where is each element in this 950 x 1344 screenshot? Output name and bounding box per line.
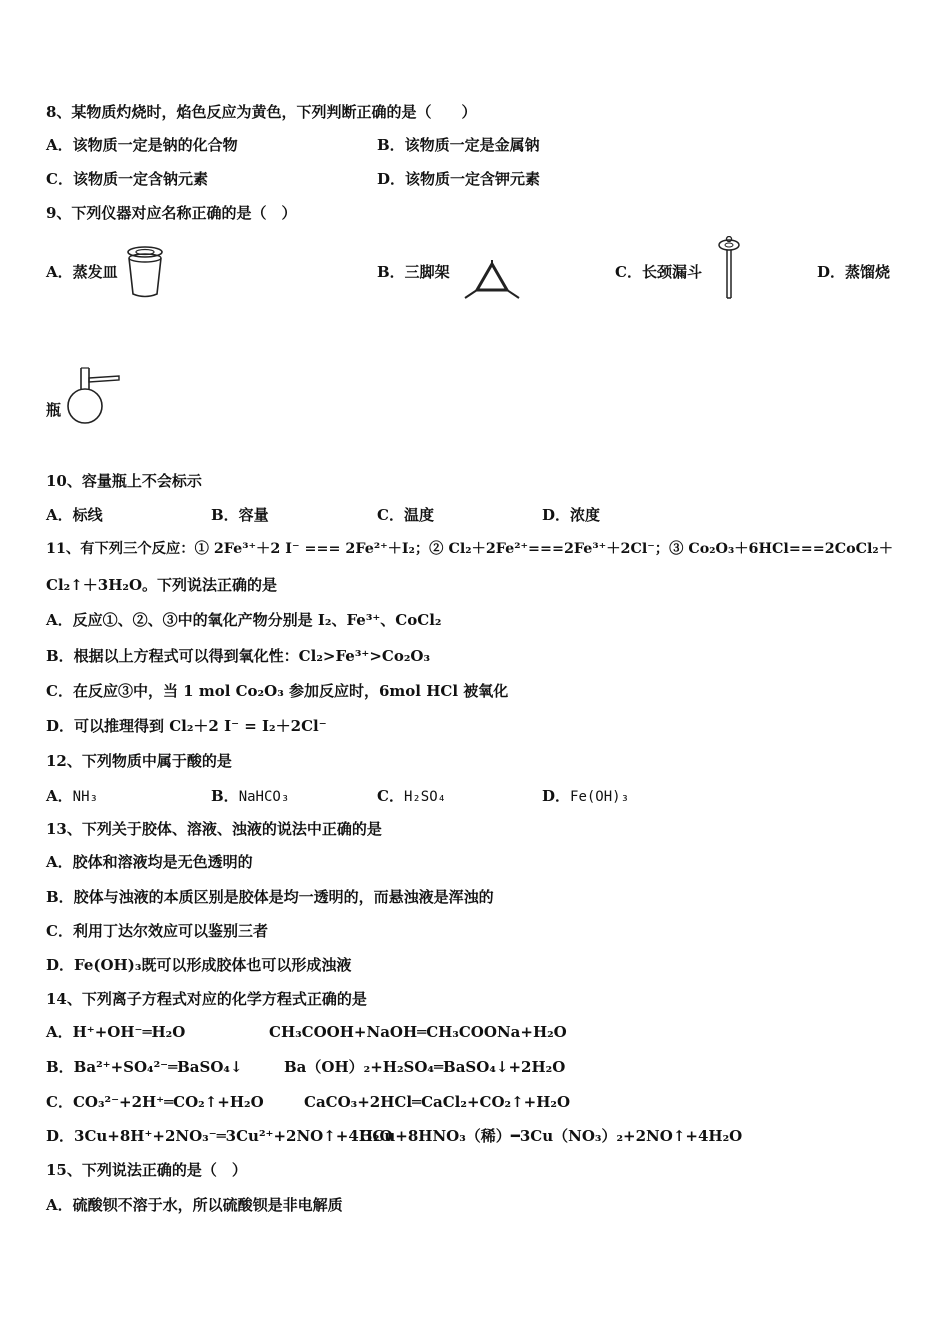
long-neck-funnel-icon bbox=[716, 236, 742, 302]
q10-option-a: A．标线 bbox=[46, 506, 103, 524]
q14-option-a-chemical: CH₃COOH+NaOH═CH₃COONa+H₂O bbox=[269, 1023, 567, 1041]
q14-stem: 14、下列离子方程式对应的化学方程式正确的是 bbox=[46, 990, 367, 1008]
q12-stem: 12、下列物质中属于酸的是 bbox=[46, 752, 232, 770]
q12-option-b bbox=[211, 786, 289, 807]
q11-option-b: B．根据以上方程式可以得到氧化性：Cl₂>Fe³⁺>Co₂O₃ bbox=[46, 647, 431, 665]
q12-option-d bbox=[542, 786, 629, 807]
q8-option-a: A．该物质一定是钠的化合物 bbox=[46, 136, 238, 154]
q10-option-d: D．浓度 bbox=[542, 506, 601, 524]
q11-stem-line1: 11、有下列三个反应：① 2Fe³⁺＋2 I⁻ === 2Fe²⁺＋I₂；② Cl₂＋2Fe²⁺===2Fe³⁺＋2Cl⁻；③ Co₂O₃＋6HCl===2CoCl₂＋ bbox=[46, 541, 893, 557]
q14-option-c-chemical: CaCO₃+2HCl═CaCl₂+CO₂↑+H₂O bbox=[304, 1093, 571, 1111]
q11-option-c: C．在反应③中，当 1 mol Co₂O₃ 参加反应时，6mol HCl 被氧化 bbox=[46, 682, 509, 700]
q14-option-c-ionic: C．CO₃²⁻+2H⁺═CO₂↑+H₂O bbox=[46, 1093, 264, 1111]
q12-option-a-label: A． bbox=[46, 787, 73, 805]
q12-option-b-formula: NaHCO₃ bbox=[238, 789, 290, 805]
q13-option-b: B．胶体与浊液的本质区别是胶体是均一透明的，而悬浊液是浑浊的 bbox=[46, 888, 494, 906]
q14-option-a-ionic: A．H⁺+OH⁻═H₂O bbox=[46, 1023, 186, 1041]
q14-option-b-chemical: Ba（OH）₂+H₂SO₄═BaSO₄↓+2H₂O bbox=[284, 1058, 566, 1076]
q9-stem: 9、下列仪器对应名称正确的是（ ） bbox=[46, 204, 297, 222]
q10-option-c: C．温度 bbox=[377, 506, 434, 524]
q8-option-c: C．该物质一定含钠元素 bbox=[46, 170, 208, 188]
q10-stem: 10、容量瓶上不会标示 bbox=[46, 472, 202, 490]
q15-stem: 15、下列说法正确的是（ ） bbox=[46, 1161, 247, 1179]
q11-option-a: A．反应①、②、③中的氧化产物分别是 I₂、Fe³⁺、CoCl₂ bbox=[46, 611, 442, 629]
q9-option-a: A．蒸发皿 bbox=[46, 263, 118, 281]
q8-stem: 8、某物质灼烧时，焰色反应为黄色，下列判断正确的是（ ） bbox=[46, 103, 477, 121]
q9-option-c: C．长颈漏斗 bbox=[615, 263, 702, 281]
q13-option-a: A．胶体和溶液均是无色透明的 bbox=[46, 853, 253, 871]
q13-option-c: C．利用丁达尔效应可以鉴别三者 bbox=[46, 922, 268, 940]
q14-option-b-ionic: B．Ba²⁺+SO₄²⁻═BaSO₄↓ bbox=[46, 1058, 243, 1076]
q9-option-d: D．蒸馏烧 bbox=[817, 263, 891, 281]
q12-option-a-formula: NH₃ bbox=[72, 789, 98, 805]
crucible-icon bbox=[125, 244, 165, 300]
q12-option-b-label: B． bbox=[211, 787, 239, 805]
q8-option-b: B．该物质一定是金属钠 bbox=[377, 136, 540, 154]
q8-option-d: D．该物质一定含钾元素 bbox=[377, 170, 541, 188]
q9-option-b: B．三脚架 bbox=[377, 263, 450, 281]
q13-option-d: D．Fe(OH)₃既可以形成胶体也可以形成浊液 bbox=[46, 956, 352, 974]
tripod-triangle-icon bbox=[463, 260, 521, 300]
q14-option-d-ionic: D．3Cu+8H⁺+2NO₃⁻═3Cu²⁺+2NO↑+4H₂O bbox=[46, 1127, 393, 1145]
q12-option-d-formula: Fe(OH)₃ bbox=[570, 789, 630, 805]
q12-option-c-formula: H₂SO₄ bbox=[403, 789, 447, 805]
q12-option-c bbox=[377, 786, 446, 807]
q9-option-d-continued: 瓶 bbox=[46, 401, 62, 419]
q15-option-a: A．硫酸钡不溶于水，所以硫酸钡是非电解质 bbox=[46, 1196, 343, 1214]
q11-stem-line2: Cl₂↑＋3H₂O。下列说法正确的是 bbox=[46, 576, 278, 594]
q10-option-b: B．容量 bbox=[211, 506, 269, 524]
q13-stem: 13、下列关于胶体、溶液、浊液的说法中正确的是 bbox=[46, 820, 382, 838]
q12-option-a bbox=[46, 786, 98, 807]
q14-option-d-chemical: 3Cu+8HNO₃（稀）━3Cu（NO₃）₂+2NO↑+4H₂O bbox=[362, 1127, 743, 1145]
q12-option-d-label: D． bbox=[542, 787, 571, 805]
q12-option-c-label: C． bbox=[377, 787, 404, 805]
distillation-flask-icon bbox=[66, 364, 122, 426]
q11-option-d: D．可以推理得到 Cl₂＋2 I⁻ = I₂＋2Cl⁻ bbox=[46, 717, 327, 735]
